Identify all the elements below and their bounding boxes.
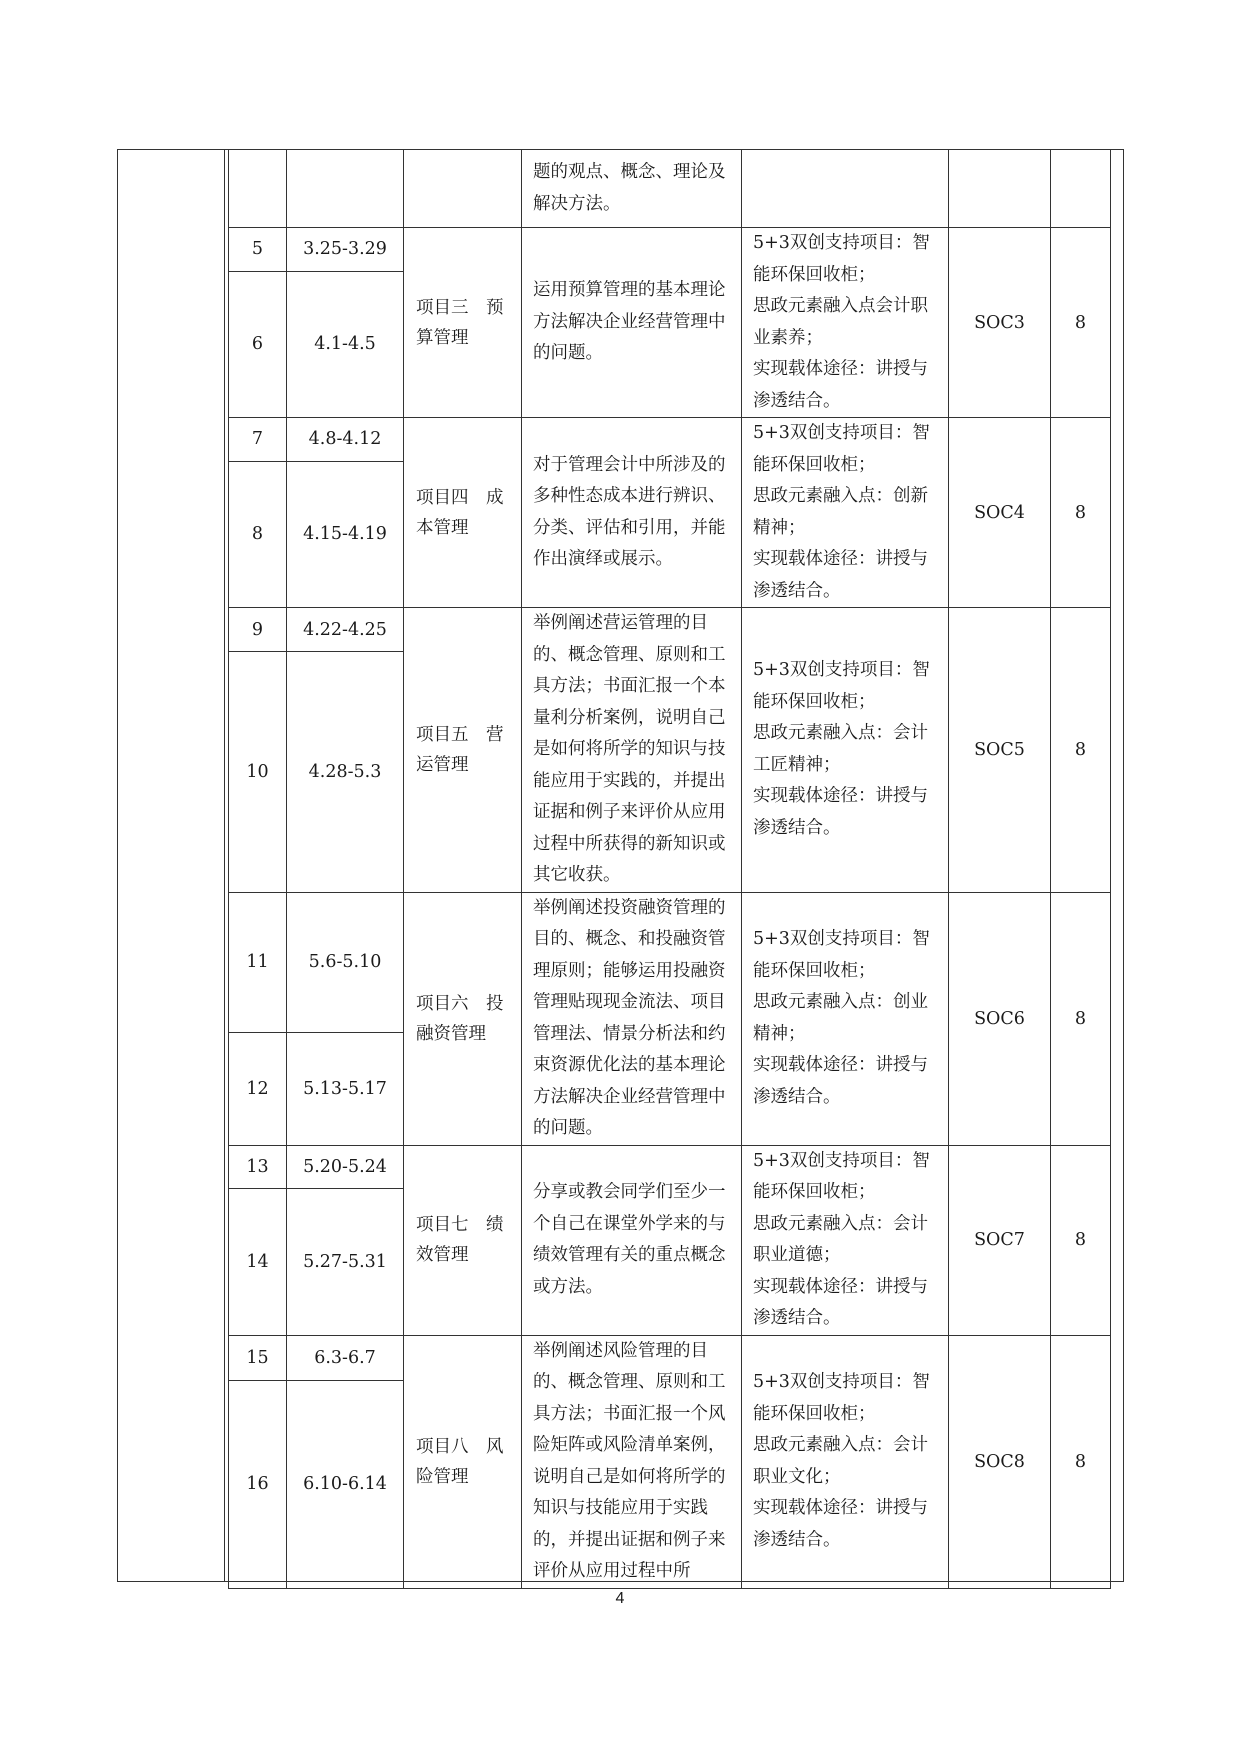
week-number: 16 <box>229 1381 287 1588</box>
outcome-code: SOC7 <box>949 1145 1051 1335</box>
schedule-table <box>228 149 1111 1589</box>
outcome-code: SOC8 <box>949 1335 1051 1588</box>
table-row <box>229 608 1111 652</box>
support-line: 5+3双创支持项目：智能环保回收柜； <box>753 423 930 475</box>
outcome-code-cell <box>949 150 1051 228</box>
week-dates: 5.20-5.24 <box>287 1145 404 1189</box>
week-dates: 5.27-5.31 <box>287 1189 404 1335</box>
outcome-code: SOC5 <box>949 608 1051 893</box>
support-line: 5+3双创支持项目：智能环保回收柜； <box>753 233 930 285</box>
goal-cell: 题的观点、概念、理论及解决方法。 <box>522 150 742 228</box>
project-name: 项目三 预算管理 <box>404 228 522 418</box>
outcome-code: SOC4 <box>949 418 1051 608</box>
week-dates: 6.10-6.14 <box>287 1381 404 1588</box>
support-line: 5+3双创支持项目：智能环保回收柜； <box>753 1372 930 1424</box>
support-notes <box>742 228 949 418</box>
project-name: 项目五 营运管理 <box>404 608 522 893</box>
page-number: 4 <box>615 1590 625 1607</box>
support-notes <box>742 1145 949 1335</box>
week-dates: 4.1-4.5 <box>287 271 404 417</box>
support-notes <box>742 418 949 608</box>
table-row <box>229 150 1111 228</box>
project-name: 项目六 投融资管理 <box>404 892 522 1145</box>
week-number: 10 <box>229 652 287 892</box>
week-number: 14 <box>229 1189 287 1335</box>
support-line: 实现载体途径：讲授与渗透结合。 <box>753 359 928 411</box>
support-notes <box>742 608 949 893</box>
week-dates: 4.28-5.3 <box>287 652 404 892</box>
learning-goal: 举例阐述投资融资管理的目的、概念、和投融资管理原则；能够运用投融资管理贴现现金流法、项目管理法、情景分析法和约束资源优化法的基本理论方法解决企业经营管理中的问题。 <box>522 892 742 1145</box>
hours: 8 <box>1051 1145 1111 1335</box>
project-name: 项目四 成本管理 <box>404 418 522 608</box>
support-cell <box>742 150 949 228</box>
week-number: 9 <box>229 608 287 652</box>
hours-cell <box>1051 150 1111 228</box>
support-line: 5+3双创支持项目：智能环保回收柜； <box>753 929 930 981</box>
learning-goal: 对于管理会计中所涉及的多种性态成本进行辨识、分类、评估和引用，并能作出演绎或展示。 <box>522 418 742 608</box>
support-notes <box>742 1335 949 1588</box>
support-line: 5+3双创支持项目：智能环保回收柜； <box>753 1150 930 1202</box>
week-dates: 4.22-4.25 <box>287 608 404 652</box>
support-line: 思政元素融入点：会计职业道德； <box>753 1213 928 1265</box>
date-cell <box>287 150 404 228</box>
week-number: 7 <box>229 418 287 462</box>
support-notes <box>742 892 949 1145</box>
week-dates: 6.3-6.7 <box>287 1335 404 1381</box>
table-row <box>229 1335 1111 1381</box>
week-dates: 5.6-5.10 <box>287 892 404 1032</box>
week-number: 5 <box>229 228 287 272</box>
project-cell <box>404 150 522 228</box>
support-line: 思政元素融入点：创业精神； <box>753 992 928 1044</box>
support-line: 思政元素融入点：创新精神； <box>753 486 928 538</box>
support-line: 思政元素融入点会计职业素养； <box>753 296 928 348</box>
week-number: 13 <box>229 1145 287 1189</box>
support-line: 思政元素融入点：会计工匠精神； <box>753 723 928 775</box>
support-line: 实现载体途径：讲授与渗透结合。 <box>753 549 928 601</box>
week-number: 12 <box>229 1032 287 1145</box>
week-dates: 4.8-4.12 <box>287 418 404 462</box>
support-line: 思政元素融入点：会计职业文化； <box>753 1435 928 1487</box>
support-line: 5+3双创支持项目：智能环保回收柜； <box>753 660 930 712</box>
week-number-cell <box>229 150 287 228</box>
table-row <box>229 418 1111 462</box>
week-dates: 5.13-5.17 <box>287 1032 404 1145</box>
project-name: 项目八 风险管理 <box>404 1335 522 1588</box>
hours: 8 <box>1051 418 1111 608</box>
hours: 8 <box>1051 608 1111 893</box>
hours: 8 <box>1051 228 1111 418</box>
week-dates: 3.25-3.29 <box>287 228 404 272</box>
week-number: 11 <box>229 892 287 1032</box>
support-line: 实现载体途径：讲授与渗透结合。 <box>753 1055 928 1107</box>
learning-goal: 举例阐述营运管理的目的、概念管理、原则和工具方法；书面汇报一个本量利分析案例，说明自己是如何将所学的知识与技能应用于实践的，并提出证据和例子来评价从应用过程中所获得的新知识或其它收获。 <box>522 608 742 893</box>
week-number: 6 <box>229 271 287 417</box>
column-divider <box>224 149 225 1582</box>
support-line: 实现载体途径：讲授与渗透结合。 <box>753 786 928 838</box>
support-line: 实现载体途径：讲授与渗透结合。 <box>753 1498 928 1550</box>
table-row <box>229 228 1111 272</box>
week-number: 8 <box>229 461 287 607</box>
learning-goal: 分享或教会同学们至少一个自己在课堂外学来的与绩效管理有关的重点概念或方法。 <box>522 1145 742 1335</box>
hours: 8 <box>1051 1335 1111 1588</box>
table-row <box>229 1145 1111 1189</box>
table-row <box>229 892 1111 1032</box>
outcome-code: SOC3 <box>949 228 1051 418</box>
outcome-code: SOC6 <box>949 892 1051 1145</box>
support-line: 实现载体途径：讲授与渗透结合。 <box>753 1276 928 1328</box>
hours: 8 <box>1051 892 1111 1145</box>
learning-goal: 举例阐述风险管理的目的、概念管理、原则和工具方法；书面汇报一个风险矩阵或风险清单案例，说明自己是如何将所学的知识与技能应用于实践的，并提出证据和例子来评价从应用过程中所 <box>522 1335 742 1588</box>
week-dates: 4.15-4.19 <box>287 461 404 607</box>
learning-goal: 运用预算管理的基本理论方法解决企业经营管理中的问题。 <box>522 228 742 418</box>
week-number: 15 <box>229 1335 287 1381</box>
project-name: 项目七 绩效管理 <box>404 1145 522 1335</box>
